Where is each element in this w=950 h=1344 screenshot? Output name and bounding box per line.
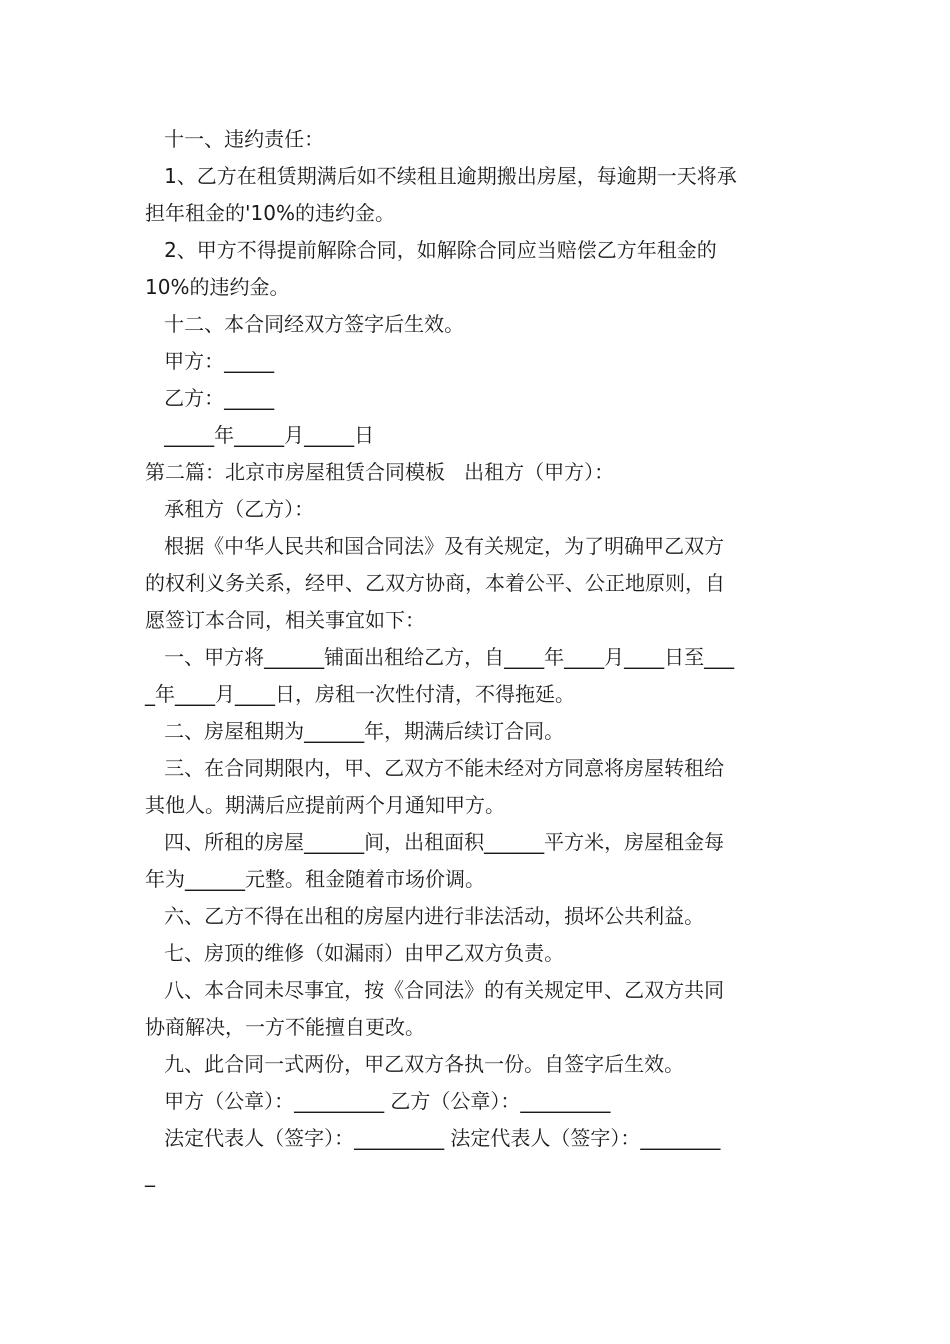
text-line: 年为______元整。租金随着市场价调。 [145,867,485,891]
text-line: 六、乙方不得在出租的房屋内进行非法活动，损坏公共利益。 [145,904,705,928]
text-line: 承租方（乙方）： [145,497,315,521]
text-line: 2、甲方不得提前解除合同，如解除合同应当赔偿乙方年租金的 [145,238,717,262]
text-line: 甲方：_____ [145,349,275,373]
text-line: 四、所租的房屋______间，出租面积______平方米，房屋租金每 [145,830,725,854]
text-line: 愿签订本合同，相关事宜如下： [145,608,425,632]
text-line: _年____月____日，房租一次性付清，不得拖延。 [145,682,575,706]
text-line: 三、在合同期限内，甲、乙双方不能未经对方同意将房屋转租给 [145,756,725,780]
text-line: 根据《中华人民共和国合同法》及有关规定，为了明确甲乙双方 [145,534,725,558]
text-line: 10%的违约金。 [145,275,290,299]
section-heading: 第二篇：北京市房屋租赁合同模板 出租方（甲方）： [145,460,615,484]
contract-text [145,121,807,1194]
text-line: 担年租金的'10%的违约金。 [145,201,395,225]
text-line: _ [145,1163,155,1187]
signature-line: 甲方（公章）：_________ 乙方（公章）：_________ [145,1089,611,1113]
signature-line: 法定代表人（签字）：_________ 法定代表人（签字）：________ [145,1126,721,1150]
text-line: 乙方：_____ [145,386,275,410]
text-line: 十一、违约责任： [145,127,325,151]
text-line: 协商解决，一方不能擅自更改。 [145,1015,425,1039]
text-line: 1、乙方在租赁期满后如不续租且逾期搬出房屋，每逾期一天将承 [145,164,737,188]
text-line: 九、此合同一式两份，甲乙双方各执一份。自签字后生效。 [145,1052,685,1076]
text-line: 二、房屋租期为______年，期满后续订合同。 [145,719,565,743]
text-line: 十二、本合同经双方签字后生效。 [145,312,465,336]
text-line: 其他人。期满后应提前两个月通知甲方。 [145,793,505,817]
text-line: 的权利义务关系，经甲、乙双方协商，本着公平、公正地原则，自 [145,571,725,595]
text-line: 七、房顶的维修（如漏雨）由甲乙双方负责。 [145,941,565,965]
text-line: 八、本合同未尽事宜，按《合同法》的有关规定甲、乙双方共同 [145,978,725,1002]
text-line: _____年_____月_____日 [145,423,375,447]
text-line: 一、甲方将______铺面出租给乙方，自____年____月____日至___ [145,645,735,669]
